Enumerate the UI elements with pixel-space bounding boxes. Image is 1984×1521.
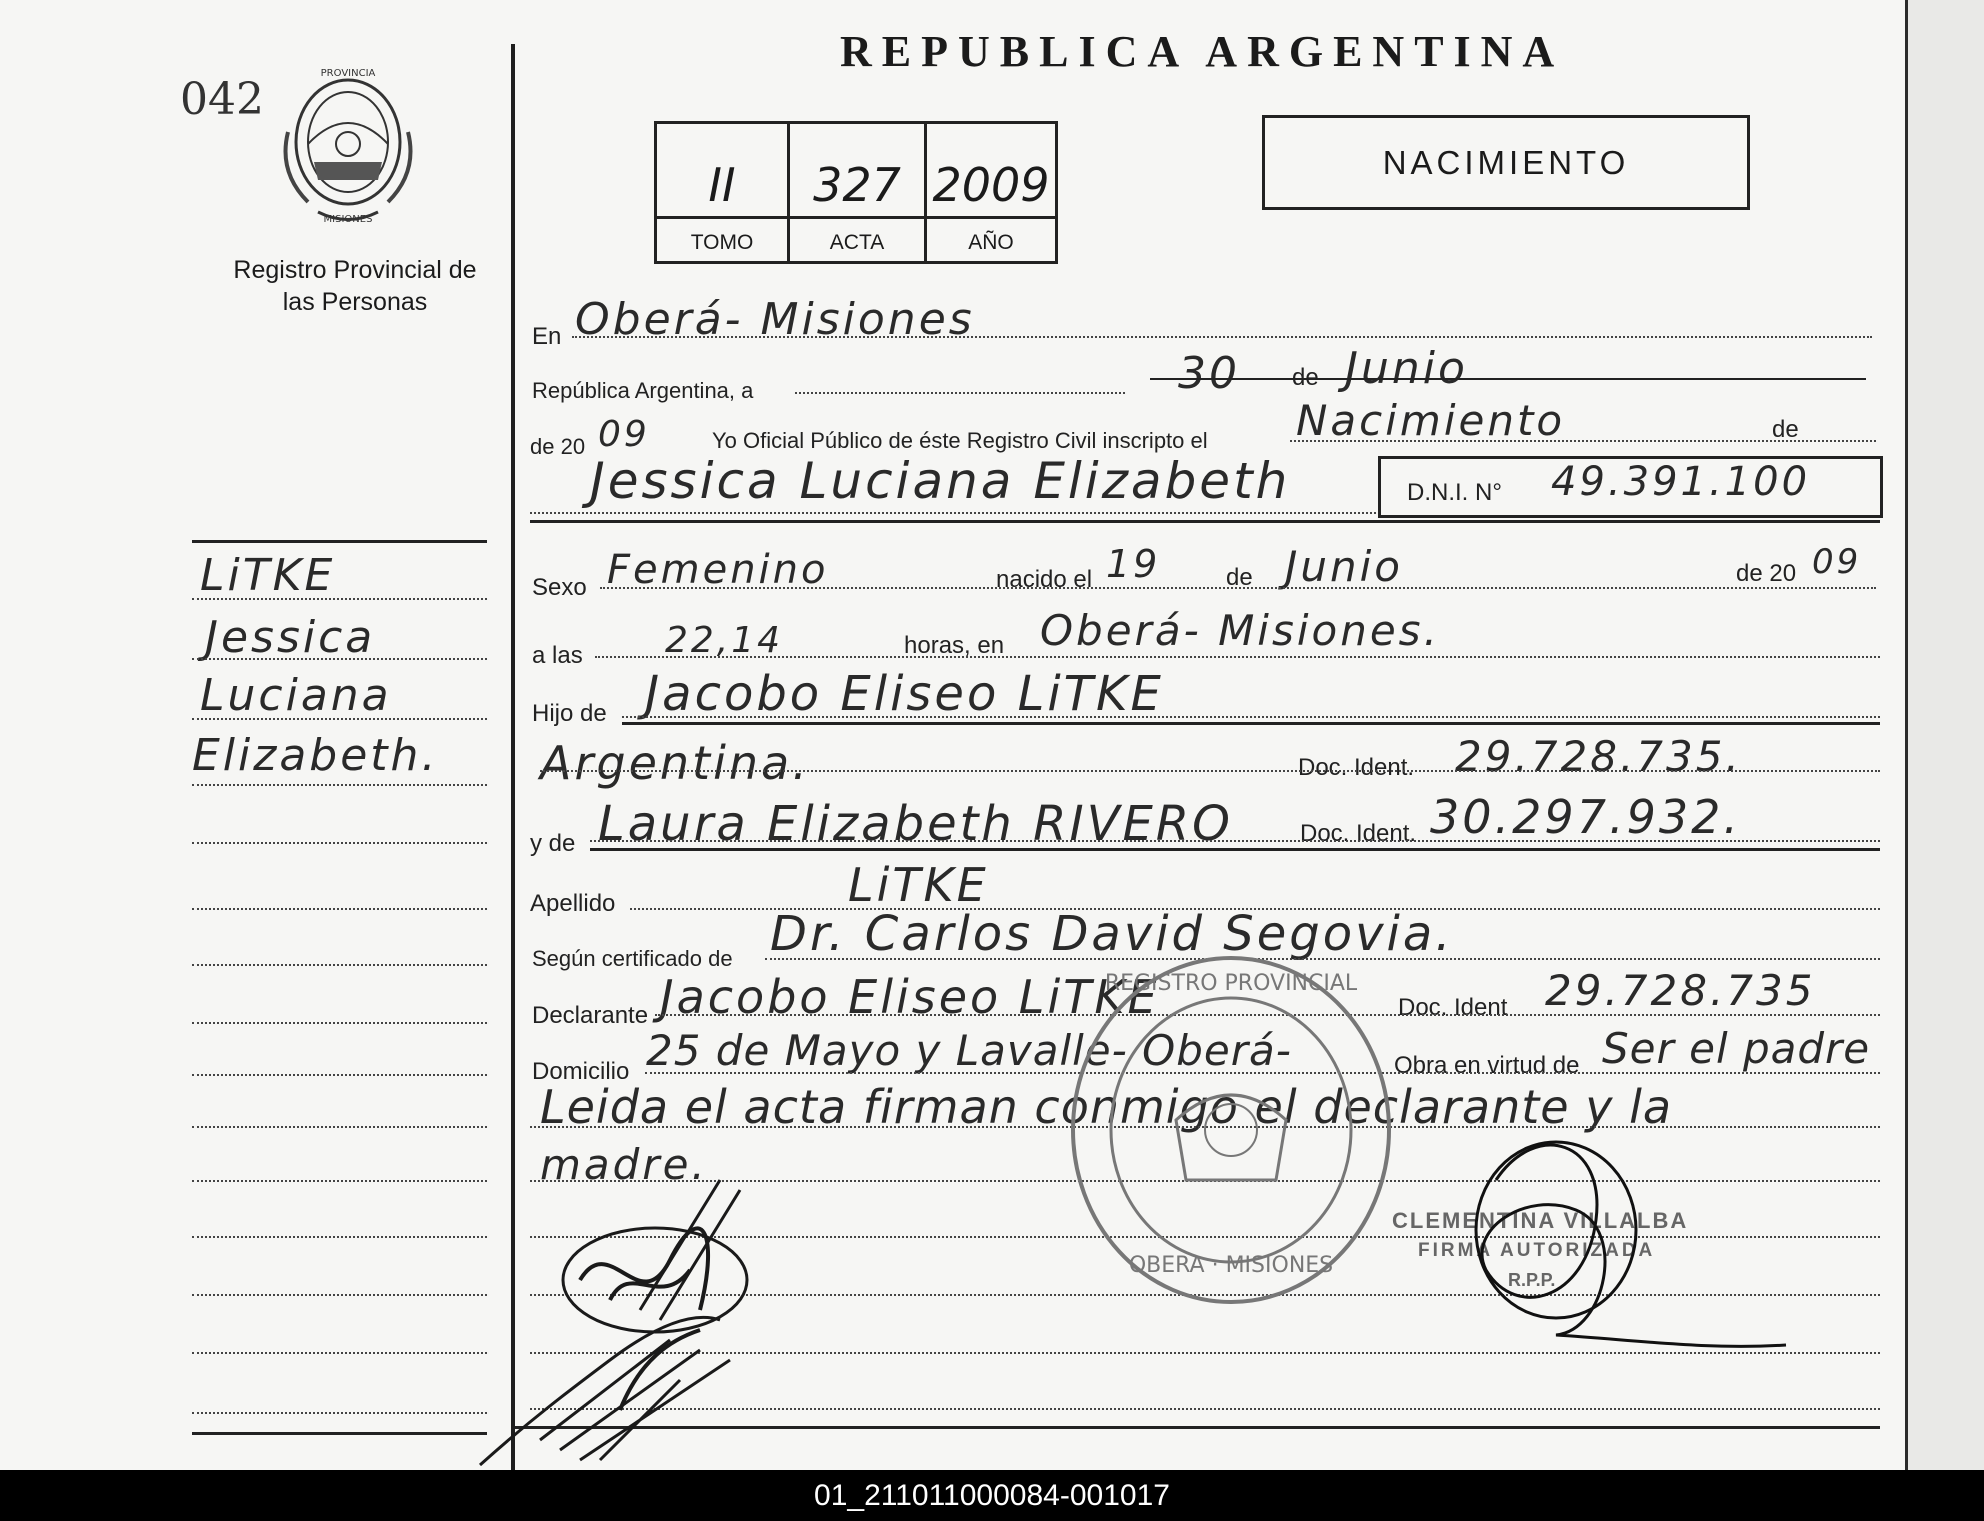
- birth-day: 19: [1106, 542, 1161, 586]
- official-round-seal: [1066, 950, 1396, 1310]
- domicilio-label: Domicilio: [532, 1058, 630, 1085]
- declarante-label: Declarante: [532, 1002, 649, 1029]
- document-type: NACIMIENTO: [1382, 144, 1630, 181]
- address-value: 25 de Mayo y Lavalle- Oberá-: [646, 1026, 1292, 1075]
- registration-year: 09: [598, 414, 650, 455]
- svg-text:OBERA · MISIONES: OBERA · MISIONES: [1128, 1253, 1334, 1278]
- child-full-name: Jessica Luciana Elizabeth: [590, 452, 1291, 510]
- de-label: de: [1292, 364, 1319, 391]
- margin-top-rule: [192, 540, 487, 543]
- field-line: [622, 722, 1880, 725]
- father-document: 29.728.735.: [1455, 732, 1742, 781]
- svg-text:PROVINCIA: PROVINCIA: [320, 68, 376, 79]
- folio-number: 042: [180, 74, 264, 125]
- document-id-bar: [0, 1470, 1984, 1521]
- declarant-document: 29.728.735: [1545, 966, 1816, 1015]
- margin-line: [192, 1126, 487, 1128]
- margin-line: [192, 598, 487, 600]
- margin-line: [192, 784, 487, 786]
- sex-value: Femenino: [607, 547, 829, 593]
- margin-surname: LiTKE: [200, 550, 336, 601]
- provincial-coat-of-arms-logo: [278, 62, 418, 232]
- field-line: [795, 392, 1125, 394]
- margin-line: [192, 1180, 487, 1182]
- doc-ident-label-3: Doc. Ident: [1398, 994, 1508, 1021]
- document-id: 01_211011000084-001017: [814, 1479, 1170, 1512]
- record-reference-box: [654, 121, 1058, 264]
- margin-line: [192, 842, 487, 844]
- tomo-value: II: [708, 158, 736, 212]
- hijo-label: Hijo de: [532, 700, 607, 727]
- remarks-line-2: madre.: [540, 1140, 708, 1189]
- margin-line: [192, 908, 487, 910]
- margin-line: [192, 658, 487, 660]
- registry-name: Registro Provincial de las Personas: [233, 256, 477, 316]
- birth-place: Oberá- Misiones.: [1040, 606, 1440, 655]
- anio-cell: [927, 124, 1055, 261]
- margin-line: [192, 1352, 487, 1354]
- tomo-label: TOMO: [690, 231, 754, 254]
- place-of-registration: Oberá- Misiones: [575, 294, 975, 345]
- horas-en-label: horas, en: [904, 632, 1005, 659]
- alas-label: a las: [532, 642, 583, 669]
- birth-year: 09: [1812, 542, 1862, 582]
- obra-label: Obra en virtud de: [1394, 1052, 1580, 1079]
- de-label-2: de: [1772, 416, 1799, 443]
- margin-third-name: Elizabeth.: [192, 730, 439, 781]
- margin-divider: [511, 44, 515, 1470]
- certifying-doctor: Dr. Carlos David Segovia.: [770, 906, 1454, 962]
- margin-first-name: Jessica: [205, 612, 376, 663]
- margin-line: [192, 1236, 487, 1238]
- margin-line: [192, 1294, 487, 1296]
- birth-month: Junio: [1285, 542, 1403, 591]
- svg-text:REGISTRO PROVINCIAL: REGISTRO PROVINCIAL: [1104, 971, 1358, 996]
- nacido-de-label: de: [1226, 564, 1253, 591]
- official-name-stamp: CLEMENTINA VILLALBA: [1392, 1208, 1689, 1233]
- dni-label: D.N.I. N°: [1407, 479, 1502, 506]
- anio-label: AÑO: [968, 231, 1014, 254]
- official-role-stamp: FIRMA AUTORIZADA: [1418, 1240, 1656, 1261]
- doc-ident-label-2: Doc. Ident.: [1300, 820, 1417, 847]
- section-rule: [530, 520, 1880, 523]
- father-name: Jacobo Eliseo LiTKE: [645, 666, 1164, 722]
- field-line: [590, 840, 1880, 842]
- document-title: REPUBLICA ARGENTINA: [840, 27, 1565, 76]
- dni-number: 49.391.100: [1551, 459, 1811, 505]
- official-org-stamp: R.P.P.: [1508, 1270, 1556, 1290]
- surname-value: LiTKE: [848, 858, 989, 912]
- sexo-label: Sexo: [532, 574, 587, 601]
- mother-document: 30.297.932.: [1430, 790, 1741, 844]
- page-edge: [1905, 0, 1984, 1470]
- capacity-value: Ser el padre: [1602, 1024, 1871, 1073]
- declarant-name: Jacobo Eliseo LiTKE: [660, 970, 1160, 1024]
- acta-label: ACTA: [829, 231, 885, 254]
- official-signature: [1406, 1120, 1796, 1360]
- field-line: [540, 770, 1880, 772]
- margin-bottom-rule: [192, 1432, 487, 1435]
- field-line: [530, 512, 1376, 514]
- en-label: En: [532, 323, 562, 350]
- remarks-line-1: Leida el acta firman conmigo el declarante y la: [540, 1080, 1673, 1134]
- margin-line: [192, 1074, 487, 1076]
- birth-time: 22,14: [665, 620, 784, 661]
- acta-cell: [790, 124, 927, 261]
- field-line: [622, 716, 1880, 718]
- acta-value: 327: [813, 158, 901, 212]
- margin-line: [192, 1412, 487, 1414]
- certificado-label: Según certificado de: [532, 946, 733, 971]
- mother-signature: [470, 1300, 770, 1470]
- document-type-box: [1262, 115, 1750, 210]
- field-line: [600, 587, 1876, 589]
- registration-day: 30: [1178, 348, 1240, 399]
- oficial-label: Yo Oficial Público de éste Registro Civil inscripto el: [712, 428, 1208, 453]
- tomo-cell: [657, 124, 790, 261]
- father-nationality: Argentina.: [540, 736, 810, 790]
- margin-second-name: Luciana: [200, 670, 392, 721]
- mother-name: Laura Elizabeth RIVERO: [598, 796, 1233, 852]
- registered-act: Nacimiento: [1296, 396, 1566, 445]
- de20-label: de 20: [530, 434, 586, 459]
- anio-value: 2009: [932, 158, 1050, 212]
- dni-box: [1378, 456, 1883, 518]
- apellido-label: Apellido: [530, 890, 616, 917]
- field-line: [595, 656, 1880, 658]
- registration-month: Junio: [1345, 343, 1468, 394]
- margin-line: [192, 1022, 487, 1024]
- field-line: [1290, 440, 1876, 442]
- nacido-de20-label: de 20: [1736, 560, 1797, 587]
- nacido-label: nacido el: [996, 566, 1093, 593]
- field-line: [590, 848, 1880, 851]
- field-line: [572, 336, 1872, 338]
- svg-text:MISIONES: MISIONES: [323, 214, 373, 225]
- yde-label: y de: [530, 830, 576, 857]
- republica-label: República Argentina, a: [532, 378, 754, 403]
- margin-line: [192, 718, 487, 720]
- field-line: [1150, 378, 1866, 380]
- doc-ident-label: Doc. Ident.: [1298, 754, 1415, 781]
- margin-line: [192, 964, 487, 966]
